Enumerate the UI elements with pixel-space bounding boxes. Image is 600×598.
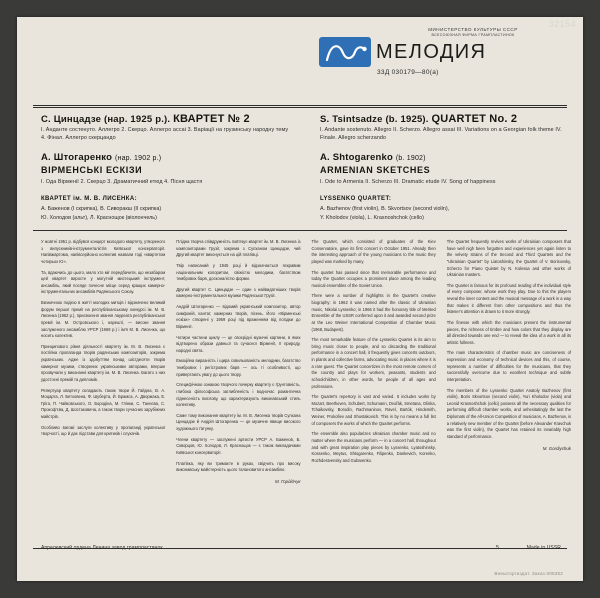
quartet-member-line-2: Ю. Холодов (альт), Л. Краснощок (віолончель) <box>41 214 157 221</box>
paragraph: The ensemble also popularizes Ukrainian chamber music and no matter where the musicians perform — in a concert hall, throughout and with great inspiration play pieces by Lyssenko, Lyatoshinsky, Kossenko, Meytus, Shtogarenko, Filipenko, Dankevich, Korenko, Rozhdestvensky and Gubarenko. <box>311 431 436 463</box>
paragraph: Твір написаний у 1945 році й відзначається яскравим національним колоритом, свіжістю мелодики, багатством тембрових барв, досконалістю форми. <box>176 262 301 282</box>
melodiya-label-block <box>319 27 569 76</box>
paragraph: Репертуар квартету складають також твори Й. Гайдна, В. А. Моцарта, Л. Бетховена, Ф. Шуберта, Й. Брамса, А. Дворжака, Е. Гріга, П. Чайковського, О. Бородіна, М. Глінки, С. Танєєва, С. Прокоф'єва, Д. Шостаковича, а також твори сучасних зарубіжних майстрів. <box>41 387 166 419</box>
paragraph: Другий квартет С. Цинцадзе — один з найвидатніших творів камерно-інструментальної музики Радянської Грузії. <box>176 286 301 299</box>
record-sleeve-back <box>17 17 583 581</box>
melodiya-logo-icon <box>319 37 371 67</box>
catalog-number: 33Д 030179—80(а) <box>377 69 439 76</box>
paragraph: The Quartet is famous for its profound reading of the individual style of every composer, whose work they play. Due to this the players reveal the inner content and the musical message of a work in a way that makes it different from other compositions and thus the listener's attention is drawn to it more strongly. <box>446 282 571 315</box>
paragraph: There were a number of highlights in the Quartet's creative biography: in 1962 it was named after the classic of Ukrainian music, Nikolai Lyssenko; in 1966 it had the honorary title of Merited Ensemble of the USSR conferred upon it and awarded second prize at the Leo Weiner International Competition of Chamber Music (1968, Budapest). <box>311 293 436 332</box>
ministry-line: МИНИСТЕРСТВО КУЛЬТУРЫ СССР <box>428 27 518 32</box>
print-order-number: Внешторгиздат. Заказ 005352 <box>494 571 563 576</box>
composer-2-line <box>41 152 291 163</box>
paragraph: The Quartet's repertory is vast and varied. It includes works by Mozart, Beethoven, Schubert, Schumann, Dvořák, Smetana, Glinka, Tchaikovsky, Borodin, Rachmaninov, Ravel, Bartók, Hindemith, Weiner, Prokofiev and Shostakovich. This is by no means a full list of composers the works of which the Quartet performs. <box>311 394 436 426</box>
composer-2-line-en <box>320 152 570 163</box>
paragraph: The members of the Lyssenko Quartet Anatoly Bazhenov (first violin), Boris Skvortsov (second violin), Yuri Kholodov (viola) and Leonid Krasnoshchok (cello) possess all the necessary qualities for performing difficult chamber works, and unhesitatingly the last the Diplomats of the All-Union Competition of musicians, A. Bazhenov, is a relatively new member of the Quartet (before Alexander Kravchuk was the first violin), the Quartet has retained its invariably high standard of performance. <box>446 387 571 439</box>
composer-1-name-en: S. Tsintsadze (b. 1925). <box>320 114 429 125</box>
work-2-movements: I. Ода Вірменії 2. Скерцо 3. Драматичний етюд 4. Пісня щастя <box>41 179 203 186</box>
english-titles <box>320 113 570 222</box>
composer-1-line <box>41 113 291 125</box>
work-2-movements-en: I. Ode to Armenia II. Scherzo III. Dramatic etude IV. Song of happiness <box>320 179 496 186</box>
liner-notes-column-3 <box>312 239 436 485</box>
paragraph: У жовтні 1951 р. відбувся концерт молодого квартету, утвореного з випускників-інструменталістів Київської консерваторії. Напівжартома, напівсерйозно колектив назвали тоді «квартетом чотирьох Ю». <box>41 239 166 264</box>
corner-inventory-number: 32154 <box>548 19 576 29</box>
liner-notes-column-4 <box>447 239 571 485</box>
work-2-title: ВІРМЕНСЬКІ ЕСКІЗИ <box>41 165 143 176</box>
paragraph: The most remarkable feature of the Lyssenko Quartet is its aim to bring music closer to people, and so discarding the traditional performance in a concert hall, it frequently gives concerts outdoors, in plants and collective farms, advocating music in places where it is a rare guest. The Quartet concertizes in the most remote corners of the country and plays for workers, peasants, students and schoolchildren, in other words, for people of all ages and professions. <box>311 337 436 389</box>
work-1-title: КВАРТЕТ № 2 <box>173 113 250 125</box>
ukrainian-titles <box>41 113 291 222</box>
divider-mid <box>33 230 567 231</box>
work-1-movements-en: I. Andante sostenuto. Allegro II. Scherzo. Allegro assai III. Variations on a Georgian folk theme IV. Finale. Allegro scherzando <box>320 127 562 142</box>
quartet-heading: КВАРТЕТ ім. М. В. ЛИСЕНКА: <box>41 196 137 203</box>
page-number: 5 <box>495 545 499 551</box>
composer-2-name: А. Штогаренко <box>41 152 113 164</box>
divider-top <box>33 105 567 106</box>
paragraph: Та, вдаючись до цього, мало хто міг передбачити, що незабаром цей квартет виросте у могутній мистецький інструмент, ансамбль, який посяде почесне місце серед кращих камерно-інструментальних ансамблів Радянського Союзу. <box>41 269 166 295</box>
all-union-line: ВСЕСОЮЗНАЯ ФИРМА ГРАМПЛАСТИНОК <box>431 33 515 37</box>
quartet-heading-en: LYSSENKO QUARTET: <box>320 196 392 203</box>
paragraph: Чотири частини циклу — це своєрідні музичні картини, в яких відтворено образи давньої та сучасної Вірменії, її природу, народні свята. <box>176 334 301 353</box>
paragraph: Платівка, яку ви тримаєте в руках, свідчить про високу виконавську майстерність цього талановитого ансамблю. <box>176 460 301 473</box>
melodiya-wordmark: МЕЛОДИЯ <box>376 40 487 63</box>
paragraph: Члени квартету — заслужені артисти УРСР А. Баженов, Б. Скворцов, Ю. Холодов, Л. Краснощок — є також викладачами Київської консерваторії. <box>176 436 301 455</box>
paragraph: Плідна творча співдружність пов'язує квартет ім. М. В. Лисенка із композиторами Грузії, зокрема з Сулханом Цинцадзе, чий Другий квартет виконується на цій платівці. <box>176 239 301 258</box>
paragraph: Особливо вагомі заслуги колективу у пропаганді української творчості, що й дає підстави для критиків і слухачів. <box>41 424 166 437</box>
liner-notes-column-2 <box>176 239 300 485</box>
liner-notes-column-1 <box>41 239 165 485</box>
quartet-member-line-1-en: A. Bazhenov (first violin), B. Skvortsov (second violin), <box>320 206 450 213</box>
paragraph: Специфічною ознакою творчого почерку квартету є ґрунтовність, глибока філософська заглибленість і водночас романтична піднесеність вислову, що характеризують виконавський стиль колективу. <box>176 382 301 408</box>
paragraph: The main characteristics of chamber music are conciseness of expression and economy of technical devices and this, of course, represents a number of difficulties for the musicians, that they successfully overcome due to excellent technique and subtle interpretation. <box>446 350 571 382</box>
paragraph: Визначною подією в житті молодих митців і відзначено великий форум першої премії на республіканському конкурсі ім. М. В. Лисенка (1962 р.), присвоєння звання лауреата республіканської премії ім. М. Островського і, нарешті, — високе звання заслуженого ансамблю УРСР (1969 р.) і ім'я М. В. Лисенка, що носить колектив. <box>41 300 166 339</box>
work-1-title-en: QUARTET No. 2 <box>431 113 518 125</box>
divider-top-2 <box>33 107 567 108</box>
composer-1-name: С. Цинцадзе (нар. 1925 р.). <box>41 114 171 125</box>
paragraph: Андрій Штогаренко — відомий український композитор, автор симфоній, кантат, камерних творів, пісень. Його «Вірменські ескізи» створені у 1959 році під враженням від поїздки до Вірменії. <box>176 304 301 329</box>
paragraph: The Quartet frequently revives works of Ukrainian composers that have well nigh been forgotten and experiences yet again listen to the velvety strains of the Second and Third Quartets and the "Ukrainian Quartet" by Liatoshinsky, the Quartet of V. Borisovsky, Scherzo for Piano Quintet by N. Kolessa and other works of Ukrainian masters. <box>446 239 571 278</box>
made-in-ussr: Made in USSR <box>526 545 561 551</box>
paragraph: The quartet has passed since that memorable performance and today the Quartet occupies a prominent place among the leading musical ensembles of the Soviet Union. <box>311 269 436 288</box>
work-1-movements: I. Анданте состенуто. Аллегро 2. Скерцо. Аллегро ассаі 3. Варіації на грузинську народну тему 4. Фінал. Аллегро скерцандо <box>41 127 289 142</box>
author-signature-english: M. Gordiychuk <box>542 445 571 451</box>
paragraph: The Quartet, which consisted of graduates of the Kiev Conservatoire, gave its first concert in October 1951. Already then the interesting approach of the young musicians to the music they played was marked by many. <box>311 239 436 264</box>
paragraph: Саме тому виконання квартету ім. М. В. Лисенка творів Сулхана Цинцадзе й Андрія Штогаренка — це музичне явище високого художнього ґатунку. <box>176 412 301 431</box>
work-2-title-en: ARMENIAN SKETCHES <box>320 165 431 176</box>
quartet-member-line-2-en: Y. Kholodov (viola), L. Krasnoshchok (cello) <box>320 214 424 221</box>
paragraph: Емоційна виразність і щира схвильованість мелодики, багатство тембрових і регістрових барв — ось ті особливості, що привертають увагу до цього твору. <box>176 358 301 377</box>
author-signature-ukrainian: М. Гордійчук <box>274 478 301 484</box>
composer-2-name-en: A. Shtogarenko <box>320 152 394 164</box>
quartet-member-line-1: А. Баженов (І скрипка), В. Сиворакш (ІІ скрипка) <box>41 206 162 213</box>
composer-2-years-en: (b. 1902) <box>395 155 426 163</box>
composer-2-years: (нар. 1902 р.) <box>114 155 162 163</box>
paragraph: The finesse with which the musicians present the instrumental pieces, the richness of timbre and how colors that they display are all directed towards one end — to reveal the idea of a work in all its artistic fullness. <box>446 319 571 345</box>
composer-1-line-en <box>320 113 570 125</box>
liner-notes <box>41 239 571 485</box>
paragraph: Принципового рівня діяльності квартету ім. М. В. Лисенка є постійна пропаганда творів радянських композиторів, зокрема українських. Адже із здобуттям понад шістдесяти творів камерної музики, створених українськими авторами, вперше прозвучали у виконанні квартету ім. М. В. Лисенка. Багато з них удостоєні премій та дипломів. <box>41 343 166 382</box>
factory-imprint: Апрелевский ордена Ленина завод грампластинок <box>41 545 163 551</box>
